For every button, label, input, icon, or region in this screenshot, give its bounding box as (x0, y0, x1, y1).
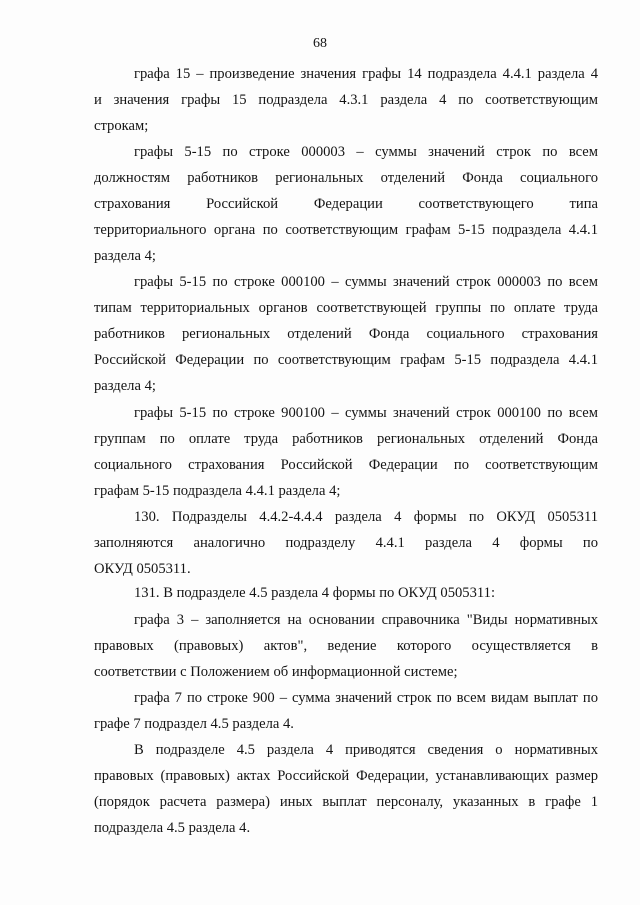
text-line: соответствии с Положением об информационной системе; (94, 664, 458, 680)
paragraph-1 (94, 61, 598, 139)
text-line: (порядок расчета размера) иных выплат персоналу, указанных в графе 1 (94, 794, 598, 810)
paragraph-8 (94, 685, 598, 737)
text-line: правовых (правовых) актов", ведение которого осуществляется в (94, 638, 598, 654)
text-line: работников региональных отделений Фонда социального страхования (94, 326, 598, 342)
text-line: 131. В подразделе 4.5 раздела 4 формы по ОКУД 0505311: (134, 585, 495, 601)
text-line: графам 5-15 подраздела 4.4.1 раздела 4; (94, 483, 341, 499)
text-line: строкам; (94, 118, 149, 134)
paragraph-5 (94, 504, 598, 582)
text-line: 130. Подразделы 4.4.2-4.4.4 раздела 4 формы по ОКУД 0505311 (134, 509, 598, 525)
text-line: графы 5-15 по строке 900100 – суммы значений строк 000100 по всем (134, 405, 598, 421)
text-line: графа 3 – заполняется на основании справочника "Виды нормативных (134, 612, 598, 628)
text-line: графа 15 – произведение значения графы 14 подраздела 4.4.1 раздела 4 (134, 66, 598, 82)
text-line: Российской Федерации по соответствующим графам 5-15 подраздела 4.4.1 (94, 352, 598, 368)
page-number: 68 (313, 36, 327, 51)
paragraph-6 (94, 580, 598, 606)
text-line: и значения графы 15 подраздела 4.3.1 раздела 4 по соответствующим (94, 92, 598, 108)
text-line: группам по оплате труда работников региональных отделений Фонда (94, 431, 598, 447)
paragraph-7 (94, 607, 598, 685)
text-line: заполняются аналогично подразделу 4.4.1 раздела 4 формы по (94, 535, 598, 551)
paragraph-9 (94, 737, 598, 841)
paragraph-3 (94, 269, 598, 399)
text-line: правовых (правовых) актах Российской Федерации, устанавливающих размер (94, 768, 598, 784)
text-line: страхования Российской Федерации соответствующего типа (94, 196, 598, 212)
text-line: графа 7 по строке 900 – сумма значений строк по всем видам выплат по (134, 690, 598, 706)
text-line: В подразделе 4.5 раздела 4 приводятся сведения о нормативных (134, 742, 598, 758)
text-line: территориального органа по соответствующим графам 5-15 подраздела 4.4.1 (94, 222, 598, 238)
text-line: графе 7 подраздел 4.5 раздела 4. (94, 716, 294, 732)
text-line: раздела 4; (94, 378, 156, 394)
text-line: типам территориальных органов соответствующей группы по оплате труда (94, 300, 598, 316)
paragraph-4 (94, 400, 598, 504)
text-line: социального страхования Российской Федерации по соответствующим (94, 457, 598, 473)
text-line: графы 5-15 по строке 000100 – суммы значений строк 000003 по всем (134, 274, 598, 290)
text-line: раздела 4; (94, 248, 156, 264)
paragraph-2 (94, 139, 598, 269)
text-line: графы 5-15 по строке 000003 – суммы значений строк по всем (134, 144, 598, 160)
text-line: ОКУД 0505311. (94, 561, 191, 577)
text-line: должностям работников региональных отделений Фонда социального (94, 170, 598, 186)
text-line: подраздела 4.5 раздела 4. (94, 820, 251, 836)
